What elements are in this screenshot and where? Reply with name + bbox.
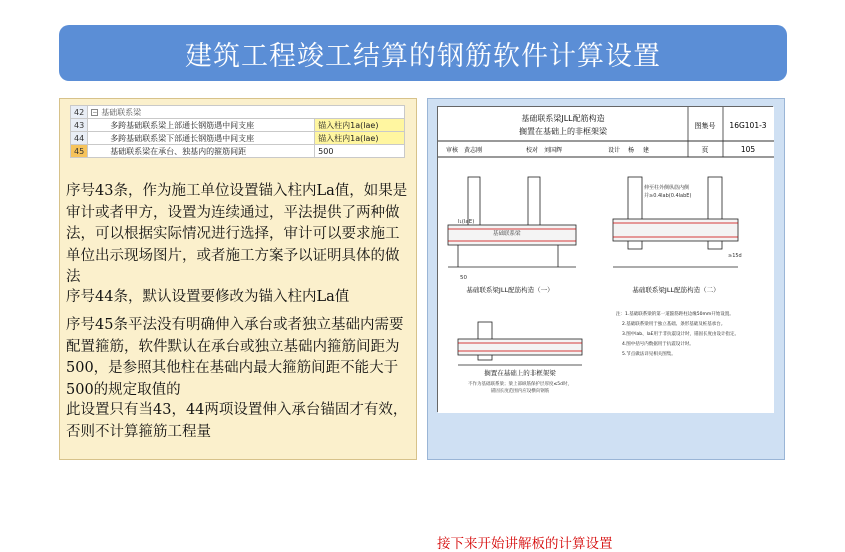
dimension-label: l₁(laE) — [458, 219, 475, 225]
annotation: 伸至柱外侧纵筋内侧 — [644, 185, 690, 191]
next-topic-caption: 接下来开始讲解板的计算设置 — [437, 536, 613, 552]
row-number: 45 — [71, 145, 88, 158]
setting-value[interactable]: 锚入柱内1a(lae) — [315, 119, 405, 132]
drawing-title: 基础联系梁JLL配筋构造 — [521, 114, 605, 123]
figure-3-note: 不作为基础联系梁；梁上部纵筋保护层厚度≤5d时， — [468, 382, 572, 387]
row-number: 42 — [71, 106, 88, 119]
table-row[interactable] — [71, 106, 405, 119]
signer-name: 建 — [643, 147, 650, 154]
paragraph-item-44: 序号44条，默认设置要修改为锚入柱内La值 — [66, 289, 350, 305]
right-content-panel — [427, 98, 785, 552]
beam-label: 基础联系梁 — [493, 231, 521, 237]
figure-2-caption: 基础联系梁JLL配筋构造（二） — [632, 286, 720, 294]
setting-value[interactable]: 锚入柱内1a(lae) — [315, 132, 405, 145]
note-line: 4.图中括号内数据用于抗震设计时。 — [622, 342, 694, 347]
signer-name: 刘国辉 — [544, 147, 563, 154]
setting-name: 基础联系梁在承台、独基内的箍筋间距 — [88, 145, 315, 158]
note-line: 2.基础联系梁用于独立基础、条形基础及桩基承台。 — [622, 322, 726, 327]
row-number: 44 — [71, 132, 88, 145]
annotation: 并≥0.4lab(0.4labE) — [644, 193, 692, 199]
setting-name: 多跨基础联系梁下部通长钢筋遇中间支座 — [88, 132, 315, 145]
atlas-label: 图集号 — [694, 122, 716, 130]
dimension-label: ≥15d — [728, 253, 742, 259]
atlas-number: 16G101-3 — [729, 121, 767, 130]
figure-3-note: 锚固长度范围内应设横向钢筋 — [490, 389, 550, 394]
setting-name: 基础联系梁 — [101, 107, 142, 117]
row-number: 43 — [71, 119, 88, 132]
signer-name: 杨 — [628, 147, 635, 154]
software-settings-table — [70, 105, 405, 158]
note-line: 5.节点做法详见相关图集。 — [622, 352, 676, 357]
slide-title: 建筑工程竣工结算的钢筋软件计算设置 — [59, 25, 787, 81]
construction-drawing — [437, 106, 773, 412]
drawing-svg — [438, 107, 774, 413]
signer-label: 审核 — [446, 147, 459, 154]
table-row[interactable] — [71, 119, 405, 132]
page-number: 105 — [740, 145, 756, 154]
table-row[interactable] — [71, 132, 405, 145]
setting-name: 多跨基础联系梁上部通长钢筋遇中间支座 — [88, 119, 315, 132]
dimension-label: 50 — [460, 275, 467, 281]
figure-1-caption: 基础联系梁JLL配筋构造（一） — [466, 286, 554, 294]
figure-3-caption: 搁置在基础上的非框架梁 — [484, 369, 556, 377]
note-line: 注：1.基础联系梁的第一道箍筋距柱边缘50mm开始设置。 — [616, 312, 734, 317]
paragraph-item-45: 序号45条平法没有明确伸入承台或者独立基础内需要配置箍筋，软件默认在承台或独立基础内箍筋间距为500，是参照其他柱在基础内最大箍筋间距不能大于500的规定取值的 — [66, 317, 404, 398]
setting-value[interactable]: 500 — [315, 145, 405, 158]
table-row[interactable] — [71, 145, 405, 158]
signer-label: 校对 — [526, 147, 539, 154]
drawing-subtitle: 搁置在基础上的非框架梁 — [519, 127, 607, 136]
signer-name: 黄志刚 — [464, 147, 483, 154]
page-label: 页 — [701, 146, 709, 154]
note-line: 3.图中lab、laE用于非抗震设计时，锚固长度由设计指定。 — [622, 332, 740, 337]
group-label — [88, 106, 405, 119]
paragraph-note: 此设置只有当43，44两项设置伸入承台锚固才有效，否则不计算箍筋工程量 — [66, 402, 408, 440]
paragraph-item-43: 序号43条，作为施工单位设置锚入柱内La值，如果是审计或者甲方，设置为连续通过，平法提供了两种做法，可以根据实际情况进行选择，审计可以要求施工单位出示现场图片，或者施工方案予以证明具体的做法 — [66, 183, 408, 285]
collapse-toggle-icon[interactable]: − — [92, 108, 98, 116]
signer-label: 设计 — [608, 147, 621, 154]
